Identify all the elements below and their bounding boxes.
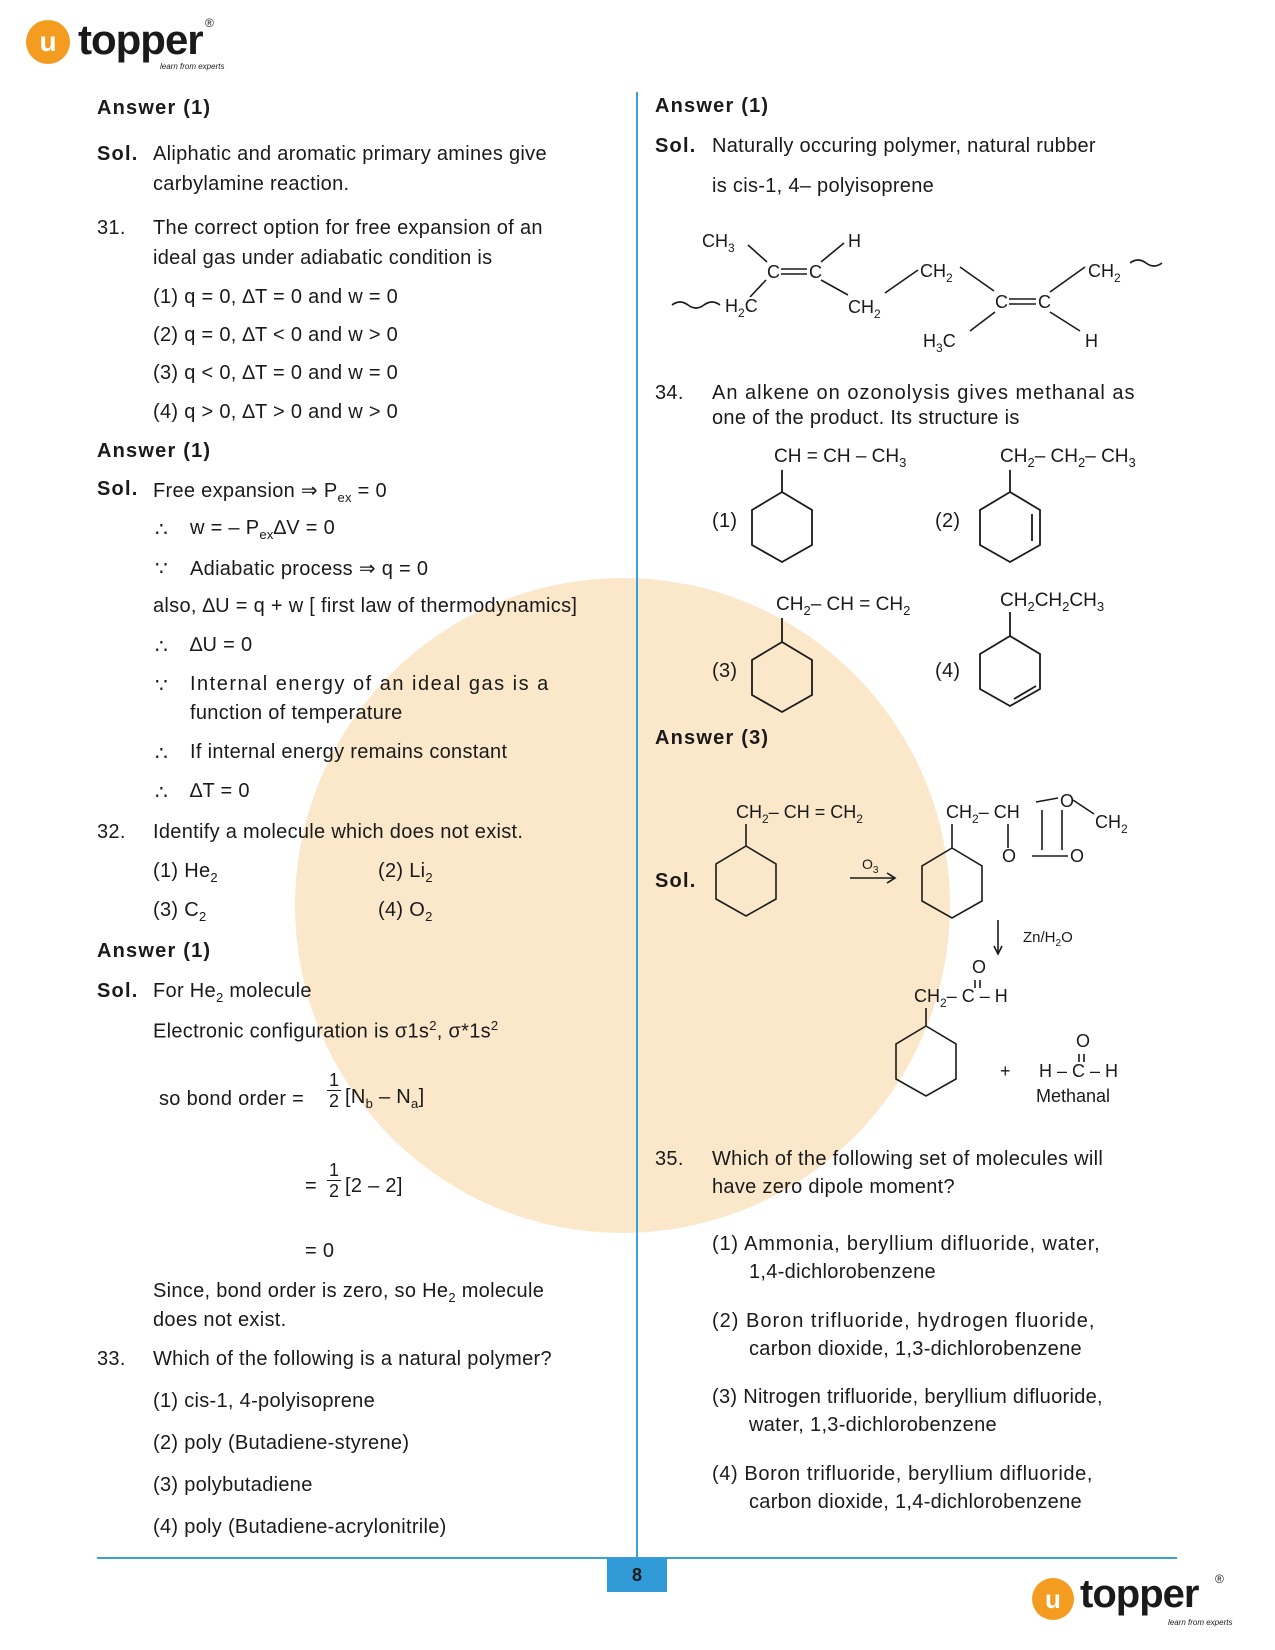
- q33-option: (2) poly (Butadiene-styrene): [153, 1432, 410, 1454]
- answer-33: Answer (1): [655, 95, 770, 117]
- svg-text:C: C: [767, 262, 780, 282]
- since-line2: does not exist.: [153, 1309, 287, 1331]
- svg-text:CH2CH2CH3: $CH_2CH_2CH_3$: [1000, 590, 1105, 614]
- svg-text:CH2: $CH_2$: [1095, 812, 1128, 836]
- bond-order-equals: =: [305, 1175, 317, 1197]
- footer-logo-icon: u: [1032, 1578, 1074, 1620]
- svg-text:CH2: $CH_2$: [1088, 261, 1121, 285]
- svg-text:CH2– CH = CH2: $CH_2-$ CH = $CH_2$: [776, 594, 911, 618]
- bond-order-label: so bond order =: [159, 1088, 305, 1110]
- q34-option-4: (4): [935, 660, 961, 682]
- q34-line2: one of the product. Its structure is: [712, 407, 1020, 429]
- q33-option: (4) poly (Butadiene-acrylonitrile): [153, 1516, 447, 1538]
- column-divider: [636, 92, 638, 1582]
- svg-text:CH = CH – CH3: CH = CH – $CH_3$: [774, 446, 907, 470]
- svg-text:CH2– CH = CH2: $CH_2-$ CH = $CH_2$: [736, 802, 863, 826]
- q32-number: 32.: [97, 821, 126, 843]
- sol-34-label: Sol.: [655, 870, 697, 892]
- because-symbol: ∵: [155, 558, 169, 580]
- q35-option-4-l2: carbon dioxide, 1,4-dichlorobenzene: [749, 1491, 1082, 1513]
- page-number: 8: [607, 1558, 667, 1592]
- sol-30-line1: Aliphatic and aromatic primary amines give: [153, 143, 547, 165]
- svg-text:CH2– CH2– CH3: $CH_2-$ $CH_2-$ $CH_3$: [1000, 446, 1136, 470]
- sol-32-line1: For $He_2$ molecule: [153, 980, 312, 1005]
- brand-registered-mark: ®: [205, 16, 214, 30]
- q31-option: (3) q < 0, ∆T = 0 and w = 0: [153, 362, 399, 384]
- q34-line1: An alkene on ozonolysis gives methanal as: [712, 382, 1136, 404]
- svg-text:O: O: [1002, 846, 1017, 866]
- q31-option: (4) q > 0, ∆T > 0 and w > 0: [153, 401, 399, 423]
- polyisoprene-structure: [660, 225, 1180, 360]
- sol-33-line2: is cis-1, 4– polyisoprene: [712, 175, 935, 197]
- q31-option: (1) q = 0, ∆T = 0 and w = 0: [153, 286, 399, 308]
- sol-31-step-first-law: also, ∆U = q + w [ first law of thermodynamics]: [153, 595, 578, 617]
- svg-text:CH2: $CH_2$: [848, 297, 881, 321]
- svg-text:O: O: [1076, 1031, 1091, 1051]
- sol-31-step-du: ∆U = 0: [190, 634, 253, 656]
- brand-name: topper: [78, 16, 203, 63]
- q35-number: 35.: [655, 1148, 684, 1170]
- svg-text:+: +: [1000, 1061, 1011, 1081]
- svg-text:C: C: [809, 262, 822, 282]
- reagent-o3: $O_3$: [862, 856, 879, 876]
- svg-text:CH2– CH: $CH_2-$ CH: [946, 802, 1020, 826]
- svg-text:CH2– C – H: $CH_2-$ C – H: [914, 986, 1008, 1010]
- sol-31-step-dt: ∆T = 0: [190, 780, 250, 802]
- footer-brand-name: topper: [1080, 1572, 1199, 1616]
- q33-number: 33.: [97, 1348, 126, 1370]
- svg-text:CH2: $CH_2$: [920, 261, 953, 285]
- sol-31-step-internal-l1: Internal energy of an ideal gas is a: [190, 673, 550, 695]
- q35-option-1-l2: 1,4-dichlorobenzene: [749, 1261, 936, 1283]
- q35-line2: have zero dipole moment?: [712, 1176, 955, 1198]
- bond-order-fraction: [327, 1160, 341, 1201]
- q34-number: 34.: [655, 382, 684, 404]
- sol-30-label: Sol.: [97, 143, 139, 165]
- q32-option: (1) $He_2$: [153, 860, 218, 885]
- since-line1: Since, bond order is zero, so $He_2$ molecule: [153, 1280, 545, 1305]
- footer-registered-mark: ®: [1215, 1572, 1224, 1586]
- sol-31-step-constant: If internal energy remains constant: [190, 741, 508, 763]
- q32-option: (3) $C_2$: [153, 899, 207, 924]
- svg-text:O: O: [972, 957, 987, 977]
- q33-text: Which of the following is a natural polymer?: [153, 1348, 552, 1370]
- reagent-zn: $Zn/H_2O$: [1023, 929, 1073, 949]
- sol-30-line2: carbylamine reaction.: [153, 173, 350, 195]
- q31-option: (2) q = 0, ∆T < 0 and w > 0: [153, 324, 399, 346]
- svg-text:C: C: [1038, 292, 1051, 312]
- q33-option: (3) polybutadiene: [153, 1474, 313, 1496]
- ozonolysis-scheme: [700, 790, 1170, 1110]
- svg-text:O: O: [1070, 846, 1085, 866]
- answer-30: Answer (1): [97, 97, 212, 119]
- q35-option-2-l1: (2) Boron trifluoride, hydrogen fluoride,: [712, 1310, 1096, 1332]
- svg-text:CH3: $CH_3$: [702, 231, 735, 255]
- therefore-symbol: ∴: [155, 743, 169, 765]
- therefore-symbol: ∴: [155, 636, 169, 658]
- svg-text:C: C: [995, 292, 1008, 312]
- svg-text:O: O: [1060, 791, 1075, 811]
- therefore-symbol: ∴: [155, 519, 169, 541]
- svg-text:H – C – H: H – C – H: [1039, 1061, 1119, 1081]
- answer-32: Answer (1): [97, 940, 212, 962]
- q32-option: (4) $O_2$: [378, 899, 433, 924]
- bond-order-fraction: [327, 1070, 341, 1111]
- bond-order-formula: $[N_b - N_a]$: [345, 1086, 425, 1111]
- sol-33-label: Sol.: [655, 135, 697, 157]
- sol-31-label: Sol.: [97, 478, 139, 500]
- therefore-symbol: ∴: [155, 782, 169, 804]
- q35-line1: Which of the following set of molecules will: [712, 1148, 1104, 1170]
- fraction-numerator: 1: [328, 1070, 339, 1090]
- svg-text:H2C: $H_2C$: [725, 296, 758, 320]
- svg-text:H3C: $H_3C$: [923, 331, 956, 355]
- sol-31-line1: Free expansion ⇒ $P_{ex} = 0$: [153, 480, 387, 505]
- electronic-configuration: Electronic configuration is $\sigma 1s^2$, $\sigma*1s^2$: [153, 1018, 499, 1043]
- q34-option-2: (2): [935, 510, 961, 532]
- q34-option-1: (1): [712, 510, 738, 532]
- sol-33-line1: Naturally occuring polymer, natural rubber: [712, 135, 1096, 157]
- brand-tagline: learn from experts: [160, 62, 225, 71]
- q35-option-2-l2: carbon dioxide, 1,3-dichlorobenzene: [749, 1338, 1082, 1360]
- sol-31-step-adiabatic: Adiabatic process ⇒ q = 0: [190, 558, 429, 580]
- because-symbol: ∵: [155, 675, 169, 697]
- fraction-denominator: 2: [328, 1181, 339, 1201]
- q31-line1: The correct option for free expansion of an: [153, 217, 543, 239]
- q35-option-3-l2: water, 1,3-dichlorobenzene: [749, 1414, 997, 1436]
- fraction-denominator: 2: [328, 1091, 339, 1111]
- bond-order-result: = 0: [305, 1240, 335, 1262]
- q31-line2: ideal gas under adiabatic condition is: [153, 247, 493, 269]
- q31-number: 31.: [97, 217, 126, 239]
- answer-31: Answer (1): [97, 440, 212, 462]
- q33-option: (1) cis-1, 4-polyisoprene: [153, 1390, 376, 1412]
- svg-text:H: H: [848, 231, 861, 251]
- sol-31-step-internal-l2: function of temperature: [190, 702, 403, 724]
- answer-34: Answer (3): [655, 727, 770, 749]
- brand-logo-icon: u: [26, 20, 70, 64]
- fraction-numerator: 1: [328, 1160, 339, 1180]
- q34-option-3: (3): [712, 660, 738, 682]
- q35-option-4-l1: (4) Boron trifluoride, beryllium difluoride,: [712, 1463, 1093, 1485]
- footer-tagline: learn from experts: [1168, 1618, 1233, 1627]
- sol-31-step-work: w = – $P_{ex}\Delta V = 0$: [190, 517, 335, 542]
- q35-option-3-l1: (3) Nitrogen trifluoride, beryllium difluoride,: [712, 1386, 1103, 1408]
- q32-text: Identify a molecule which does not exist.: [153, 821, 524, 843]
- sol-32-label: Sol.: [97, 980, 139, 1002]
- svg-text:H: H: [1085, 331, 1098, 351]
- bond-order-calc: [2 – 2]: [345, 1175, 403, 1197]
- q32-option: (2) $Li_2$: [378, 860, 433, 885]
- methanal-label: Methanal: [1036, 1086, 1111, 1106]
- q35-option-1-l1: (1) Ammonia, beryllium difluoride, water,: [712, 1233, 1101, 1255]
